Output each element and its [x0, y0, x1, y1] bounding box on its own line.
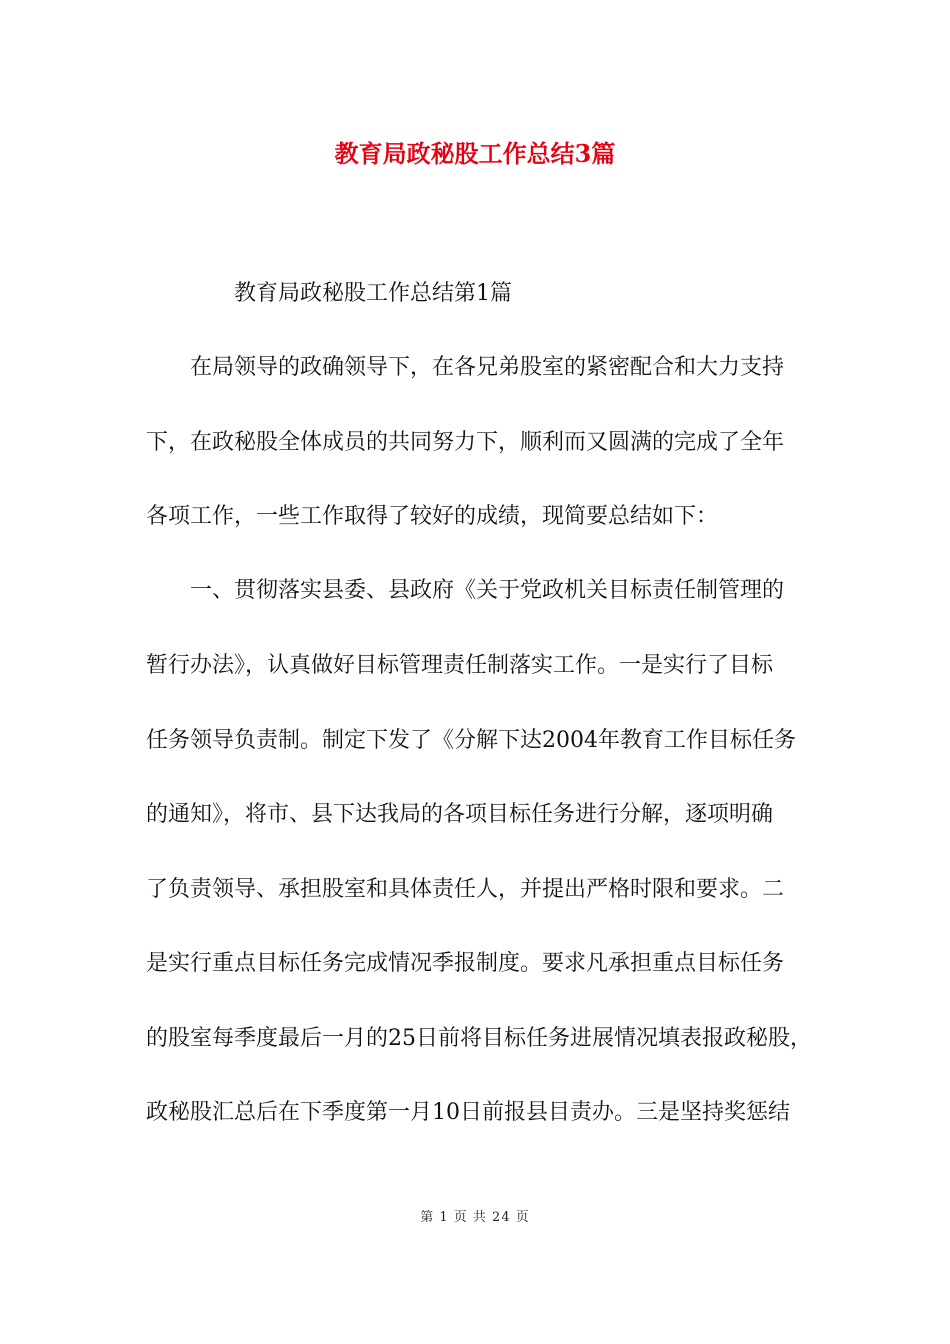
paragraph-line-2: 下，在政秘股全体成员的共同努力下，顺利而又圆满的完成了全年: [146, 430, 785, 455]
document-title: 教育局政秘股工作总结3篇: [334, 139, 616, 168]
paragraph-line-7: 的通知》，将市、县下达我局的各项目标任务进行分解，逐项明确: [146, 802, 774, 827]
paragraph-line-4: 一、贯彻落实县委、县政府《关于党政机关目标责任制管理的: [190, 578, 785, 603]
paragraph-line-10: 的股室每季度最后一月的25日前将目标任务进展情况填表报政秘股，: [146, 1026, 812, 1051]
page-footer: 第 1 页 共 24 页: [420, 1210, 530, 1225]
paragraph-line-8: 了负责领导、承担股室和具体责任人，并提出严格时限和要求。二: [146, 877, 785, 902]
paragraph-line-5: 暂行办法》，认真做好目标管理责任制落实工作。一是实行了目标: [146, 653, 774, 678]
paragraph-line-11: 政秘股汇总后在下季度第一月10日前报县目责办。三是坚持奖惩结: [146, 1100, 790, 1125]
paragraph-line-3: 各项工作，一些工作取得了较好的成绩，现简要总结如下：: [146, 504, 719, 529]
paragraph-line-1: 在局领导的政确领导下，在各兄弟股室的紧密配合和大力支持: [190, 355, 785, 380]
paragraph-line-9: 是实行重点目标任务完成情况季报制度。要求凡承担重点目标任务: [146, 951, 785, 976]
section-heading: 教育局政秘股工作总结第1篇: [234, 281, 512, 306]
paragraph-line-6: 任务领导负责制。制定下发了《分解下达2004年教育工作目标任务: [146, 728, 796, 753]
